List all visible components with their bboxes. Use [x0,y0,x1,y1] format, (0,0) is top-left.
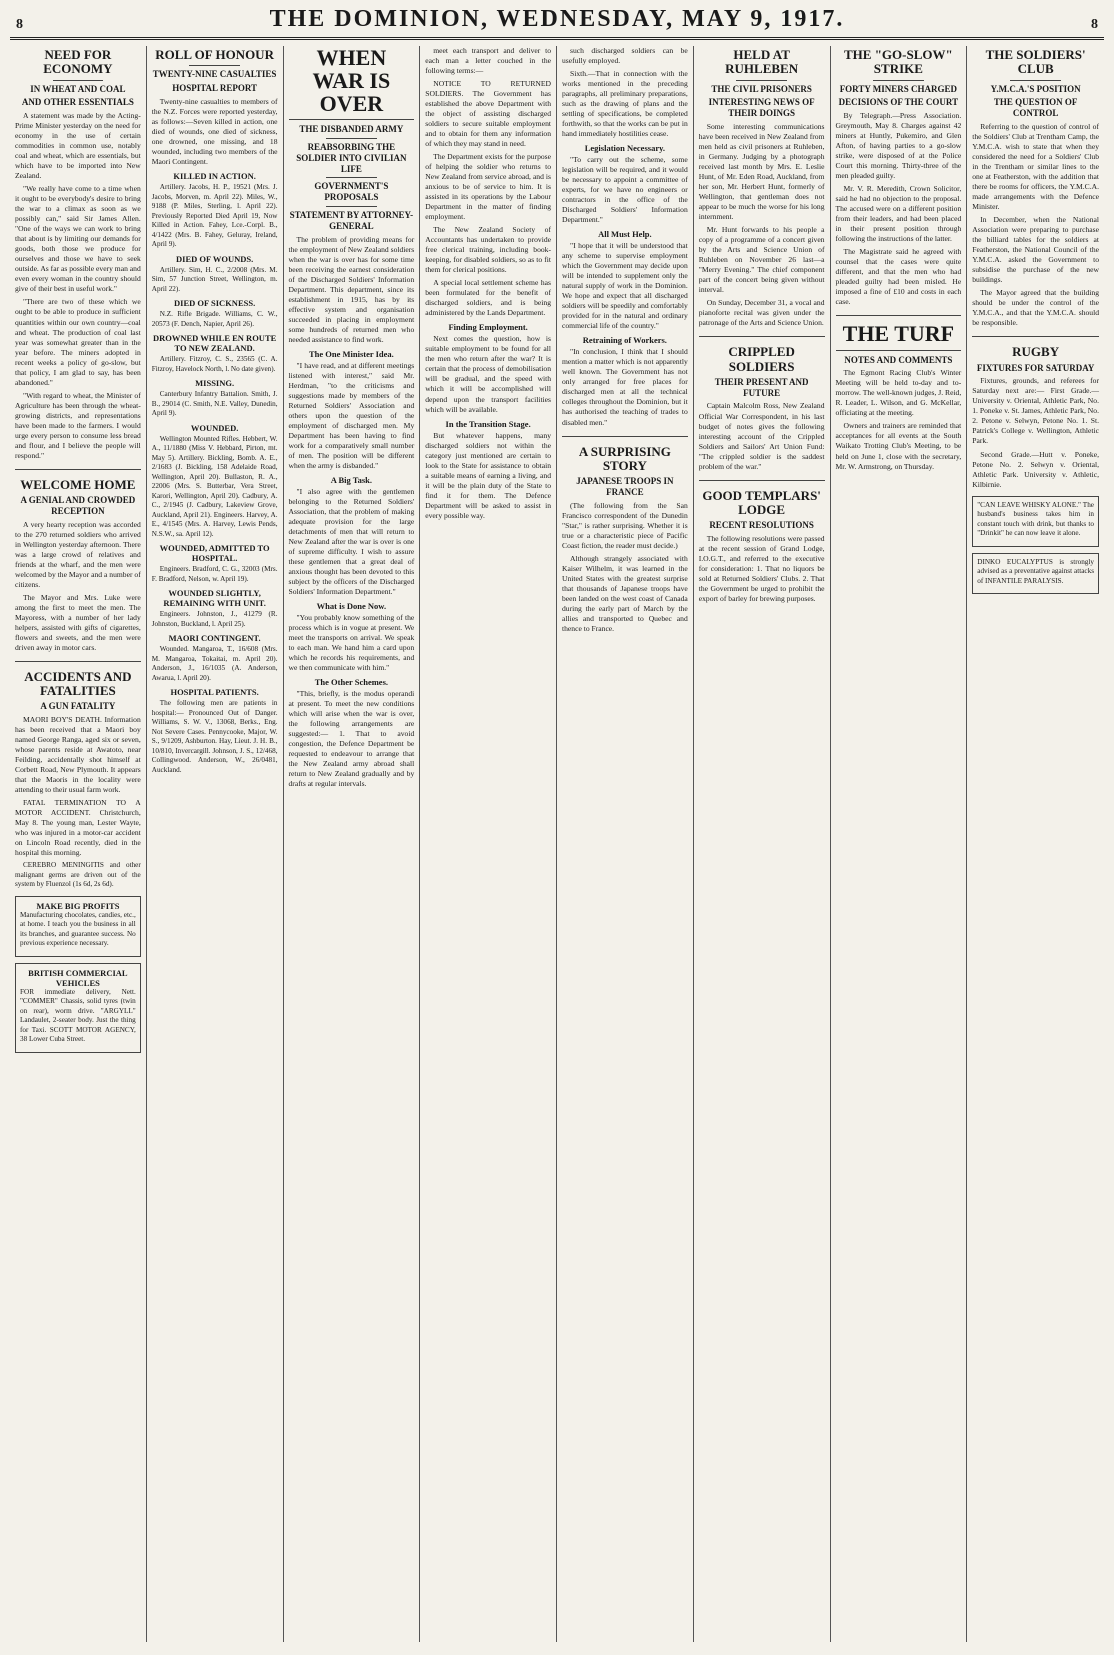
headline: NEED FOR ECONOMY [43,47,113,77]
section-heading: MISSING. [195,378,235,388]
paragraph: The Department exists for the purpose of helping the soldier who returns to New Zealand from service abroad, and is anxious to be of service to him. It is assisted in its operations by the Labour Department in the matter of finding employment. [425,152,551,222]
paragraph: A statement was made by the Acting-Prime Minister yesterday on the need for economy in the use of certain commodities in common use, notably coal and wheat, which are essentials, but which have to be imported into New Zealand. [15,111,141,181]
subheadline: FORTY MINERS CHARGED [839,83,958,94]
newspaper-title: THE DOMINION, WEDNESDAY, MAY 9, 1917. [269,6,845,32]
headline: GOOD TEMPLARS' LODGE [702,487,821,517]
divider [326,177,376,178]
subheadline: NOTES AND COMMENTS [844,354,953,365]
paragraph: The Mayor agreed that the building should be under the control of the Y.M.C.A., and that the Y.M.C.A. should be responsible. [972,288,1099,328]
divider [736,80,786,81]
article-accidents [15,661,141,1053]
divider [326,206,376,207]
divider [53,80,103,81]
column-2 [147,46,284,1642]
paragraph: "I have read, and at different meetings listened with interest," said Mr. Herdman, "to the criticisms and suggestions made by members of the Returned Soldiers' Association and others upon the question of the employment of discharged men. My Department has been having to find work for a comparatively small number of men. The position will be different when the army is disbanded." [288,360,415,470]
paragraph: "To carry out the scheme, some legislation will be required, and it would be necessary to appoint a committee of experts, for we have no engineers or contractors in the office of the Discharged Soldiers' Information Department." [562,155,688,225]
paragraph: In December, when the National Association were preparing to purchase the billiard tables for the soldiers at Featherston, the National Council of the Y.M.C.A. asked the Government to subsidise the purchase of the new buildings. [972,215,1099,285]
subheadline: FIXTURES FOR SATURDAY [976,362,1095,373]
column-3 [284,46,421,1642]
subheadline: RECENT RESOLUTIONS [709,520,814,531]
paragraph: Engineers. Johnston, J., 41279 (R. Johnston, Buckland, l. April 25). [151,610,278,628]
article-need-for-economy [15,48,141,461]
article-held-at-ruhleben [699,48,825,328]
subheadline: JAPANESE TROOPS IN FRANCE [576,476,674,497]
paragraph: Fixtures, grounds, and referees for Saturday next are:— First Grade.—University v. Oriental, Athletic Park, No. 1. Poneke v. St. James, Athletic Park, No. 2. Petone v. Selwyn, Petone No. 1. St. Patrick's College v. Wellington, Athletic Park. [972,376,1099,446]
subheadline: THE DISBANDED ARMY [299,124,404,135]
paragraph: Captain Malcolm Ross, New Zealand Official War Correspondent, in his last budget of notes gives the following interesting account of the Crippled Soldiers and Sailors' Art Union Fund: "The crippled soldier is the saddest problem of the war." [698,401,825,471]
paragraph: Referring to the question of control of the Soldiers' Club at Trentham Camp, the Y.M.C.A. wish to state that when they considered the need for a Soldiers' Club in the Trentham or similar lines to the one at Featherston, with the addition that there be rooms for officers, the Y.M.C.A. made arrangements with the Defence Minister. [972,121,1099,212]
subheadline: A GENIAL AND CROWDED RECEPTION [20,495,136,516]
paragraph: "There are two of these which we ought to be able to produce in sufficient quantities within our own country—coal and wheat. The production of coal last year was somewhat greater than in the year before. The miners adopted in recent weeks a policy of go-slow, but that policy, I am glad to say, has been abandoned." [15,297,141,387]
subheadline: STATEMENT BY ATTORNEY-GENERAL [289,210,414,231]
article-welcome-home [15,469,141,653]
section-heading: WOUNDED SLIGHTLY, REMAINING WITH UNIT. [163,588,266,608]
paragraph: CEREBRO MENINGITIS and other malignant germs are driven out of the system by Fluenzol (1s 6d, 2s 6d). [15,861,141,889]
paragraph: Although strangely associated with Kaiser Wilhelm, it was learned in the United States with the greatest surprise that thousands of Japanese troops have been landed on the west coast of Canada during the early part of March by the allies and transported to Quebec and thence to France. [562,553,688,633]
subheadline: THEIR PRESENT AND FUTURE [714,376,809,398]
paragraph: Owners and trainers are reminded that acceptances for all events at the South Waikato Trotting Club's Meeting, to be held on June 1, close with the secretary, Mr. W. Armstrong, on Thursday. [835,421,962,471]
paragraph: Artillery. Sim, H. C., 2/2008 (Mrs. M. Sim, 57 Junction Street, Wellington, m. April 22). [151,265,278,293]
paragraph: (The following from the San Francisco correspondent of the Dunedin "Star," is rather surprising. Whether it is true or a characteristic piece of Pacific Coast fiction, the reader must decide.) [562,500,688,550]
headline: A SURPRISING STORY [578,443,671,473]
ad-text: "CAN LEAVE WHISKY ALONE." The husband's business takes him in constant touch with drink, but thanks to "Drinkit" he can now leave it alone. [977,500,1094,538]
paragraph: NOTICE TO RETURNED SOLDIERS. The Government has established the above Department with the object of assisting discharged soldiers to secure suitable employment and to obtain for them any information of which they may stand in need. [425,79,551,149]
section-heading: DROWNED WHILE EN ROUTE TO NEW ZEALAND. [152,333,277,353]
section-heading: Finding Employment. [448,322,528,333]
paragraph: Second Grade.—Hutt v. Poneke, Petone No. 2. Selwyn v. Oriental, Athletic Park. University v. Athletic, Kilbirnie. [972,449,1099,489]
ad-title: BRITISH COMMERCIAL VEHICLES [28,967,128,988]
paragraph: "I also agree with the gentlemen belonging to the Returned Soldiers' Association, that the problem of making adequate provision for the large detachments of men that will return to New Zealand after the war is over is one of supreme difficulty. I wish to assure these gentlemen that a great deal of anxious thought has been devoted to this subject by the officers of the Discharged Soldiers' Information Department." [288,487,415,597]
article-soldiers-club [972,48,1099,328]
subheadline: DECISIONS OF THE COURT [838,97,959,108]
paragraph: such discharged soldiers can be usefully employed. [562,46,688,66]
masthead [10,6,1104,40]
article-crippled-soldiers [699,336,825,471]
advertisement-dinko [972,553,1099,595]
article-war-continued [425,46,551,521]
column-7 [831,46,968,1642]
ad-text: DINKO EUCALYPTUS is strongly advised as a preventative against attacks of INFANTILE PARALYSIS. [977,557,1094,585]
subheadline: INTERESTING NEWS OF THEIR DOINGS [708,97,815,119]
article-war-continued-2 [562,46,688,428]
paragraph: Canterbury Infantry Battalion. Smith, J. B., 29014 (C. Smith, N.E. Valley, Dunedin, April 9). [151,390,278,417]
advertisement-big-profits [15,896,141,957]
paragraph: Mr. Hunt forwards to his people a copy of a programme of a concert given by the Arts and Science Union of Ruhleben on November 26 last—a "Merry Evening." The chief component part of the concert being given without interval. [698,225,825,295]
article-rugby [972,336,1099,594]
article-surprising-story [562,436,688,634]
paragraph: Engineers. Bradford, C. G., 32003 (Mrs. F. Bradford, Nelson, w. April 19). [151,565,278,583]
paragraph: Wellington Mounted Rifles. Hebbert, W. A., 11/1880 (Miss V. Hebbard, Pirton, mt. May 5). Artillery. Bickling, Bomb. A. E., 2/1683 (J. Bickling, 158 Adelaide Road, Wellington, April 20). Bullaston, R. A., 22006 (Mrs. S. Butterbar, Vera Street, Karori, Wellington, April 20). Cadbury, A. C., 2/1945 (J. Cadbury, Lakeview Grove, Auckland, April 21). Engineers. Harvey, A. E., 4/1545 (Mrs. A. Harvey, Lewis Pends, N.S.W., sa. April 12). [151,434,278,538]
divider [873,80,923,81]
column-4 [420,46,557,1642]
paragraph: "You probably know something of the process which is in vogue at present. We meet the transports on arrival. We speak to each man. We hand him a card upon which he records his requirements, and we then communicate with him." [288,613,415,673]
column-5 [557,46,694,1642]
paragraph: "With regard to wheat, the Minister of Agriculture has been through the wheat-growing districts, and representations have been made to the farmers. I would urge every person to consume less bread and flour, and I believe the people will respond." [15,390,141,460]
paragraph: The following resolutions were passed at the recent session of Grand Lodge, I.O.G.T., and referred to the executive for consideration: 1. That no liquors be sold at Returned Soldiers' Clubs. 2. That the Government be urged to prohibit the export of barley for brewing purposes. [698,533,825,604]
subheadline: THE CIVIL PRISONERS [711,83,812,94]
subheadline: THE QUESTION OF CONTROL [993,97,1078,119]
section-heading: WOUNDED, ADMITTED TO HOSPITAL. [159,543,270,563]
news-columns [10,46,1104,1642]
headline: WHEN WAR IS OVER [289,46,415,120]
advertisement-whisky [972,496,1099,547]
section-heading: The Other Schemes. [314,677,389,688]
column-8 [967,46,1104,1642]
page-number-right: 8 [1090,17,1098,32]
column-6 [694,46,831,1642]
section-heading: All Must Help. [598,229,652,240]
headline: THE TURF [836,322,962,350]
paragraph: "In conclusion, I think that I should mention a matter which is not apparently well known. The Government has not only arranged for free places for discharged men at all the technical colleges throughout the Dominion, but it has authorised the teaching of trades to disabled men." [562,347,688,427]
ad-text: FOR immediate delivery, Nett. "COMMER" Chassis, solid tyres (twin on rear), worm drive. "ARGYLL" Landaulet, 2-seater body. Just the thing for Taxi. SCOTT MOTOR AGENCY, 38 Lower Cuba Street. [20,987,136,1044]
column-1 [10,46,147,1642]
paragraph: Some interesting communications have been received in New Zealand from men held as civil prisoners at Ruhleben, in Germany. Judging by a photograph received last month by Mrs. E. Leslie Hunt, of Mr. Eden Road, Auckland, from her son, Mr. Herbert Hunt, formerly of Wellington, that gentleman does not appear to be much the worse for his long internment. [698,121,825,222]
paragraph: Artillery. Jacobs, H. P., 19521 (Mrs. J. Jacobs, Morven, m. April 22). Miles, W., 9188 (P. Miles, Sterling, l. April 22). Previously Reported Died April 19, Now Killed in Action. Fahey, Lce.-Corpl. B., 4/1422 (Mrs. B. Fahey, Geluray, Ireland, April 9). [151,183,278,248]
subheadline: TWENTY-NINE CASUALTIES [152,69,277,80]
section-heading: MAORI CONTINGENT. [168,633,261,643]
section-heading: What is Done Now. [316,601,387,612]
headline: ACCIDENTS AND FATALITIES [24,668,132,699]
paragraph: A very hearty reception was accorded to the 270 returned soldiers who arrived in Wellington yesterday afternoon. There was a large crowd of relatives and friends at the wharf, and the men were welcomed by the Mayor and a number of citizens. [15,519,141,589]
paragraph: The problem of providing means for the employment of New Zealand soldiers when the war is over has for some time been receiving the earnest consideration of the Discharged Soldiers' Information Department. This department, since its establishment in 1915, has by its effective system and organisation succeeded in placing in employment some hundreds of returned men who needed assistance to find work. [288,234,415,344]
ad-title: MAKE BIG PROFITS [36,900,120,911]
paragraph: The Magistrate said he agreed with counsel that the cases were quite different, and that the men who had pleaded guilty had been misled. He imposed a fine of £10 and costs in each case. [835,247,962,307]
paragraph: The New Zealand Society of Accountants has undertaken to provide free clerical training, including book-keeping, for disabled soldiers, so as to fit them for clerical positions. [425,225,551,275]
paragraph: Sixth.—That in connection with the works mentioned in the preceding paragraphs, all preliminary preparations, such as the drawing of plans and the settling of specifications, be completed forthwith, so that the works can be put in hand immediately hostilities cease. [562,69,688,139]
headline: THE SOLDIERS' CLUB [985,47,1086,77]
paragraph: Next comes the question, how is suitable employment to be found for all the men who return after the war? It is certain that the process of demobilisation will be gradual, and the speed with which it will be accomplished will depend upon the transport facilities which will be available. [425,334,551,414]
paragraph: MAORI BOY'S DEATH. Information has been received that a Maori boy named George Ranga, aged six or seven, whose parents reside at Awatoto, near Feilding, accidentally shot himself at Corbett Road, New Plymouth. It appears that the Maoris in the locality were attending to their usual farm work. [15,715,141,795]
subheadline: GOVERNMENT'S PROPOSALS [314,181,389,203]
subheadline: A GUN FATALITY [40,701,116,712]
advertisement-commercial-vehicles [15,963,141,1053]
headline: ROLL OF HONOUR [155,47,274,62]
paragraph: Twenty-nine casualties to members of the N.Z. Forces were reported yesterday, as follows:—Seven killed in action, one died of wounds, one died of sickness, one drowned, one missing, and 18 wounded, including two members of the Maori Contingent. [151,96,278,166]
paragraph: "I hope that it will be understood that any scheme to supervise employment which the Government may decide upon will be intended to supplement only the natural supply of work in the Dominion. We hope and expect that all discharged soldiers will be speedily and comfortably provided for in the natural and ordinary commercial life of the country." [562,241,688,331]
article-the-turf [836,315,962,471]
section-heading: HOSPITAL PATIENTS. [170,687,259,697]
subheadline: Y.M.C.A.'S POSITION [990,83,1081,94]
subheadline: REABSORBING THE SOLDIER INTO CIVILIAN LIFE [296,142,407,174]
divider [189,65,239,66]
paragraph: N.Z. Rifle Brigade. Williams, C. W., 20573 (F. Dench, Napier, April 26). [151,310,278,328]
article-roll-of-honour [152,48,278,775]
section-heading: A Big Task. [330,475,373,485]
paragraph: Artillery. Fitzroy, C. S., 23565 (C. A. Fitzroy, Havelock North, l. No date given). [151,355,278,373]
paragraph: FATAL TERMINATION TO A MOTOR ACCIDENT. Christchurch, May 8. The young man, Lester Wayte, who was injured in a motor-car accident on Lincoln Road recently, died in the hospital this morning. [15,798,141,858]
article-when-war-is-over [289,46,415,789]
section-heading: The One Minister Idea. [308,348,394,359]
paragraph: The following men are patients in hospital:— Pronounced Out of Danger. Williams, S. W. V., 13068, Berks., Eng. Not Severe Cases. Pennycooke, Major, W. S., 9/1209, Ashburton. Hay, Lieut. J. H. B., 10/810, Invercargill. Johnson, J. S., 12/468, Collingwood. Anderson, W., 26/0481, Auckland. [151,699,278,774]
paragraph: The Egmont Racing Club's Winter Meeting will be held to-day and to-morrow. The well-known judges, J. Reid, R. Leader, L. Wilson, and G. McKellar, officiating at the meeting. [835,368,962,418]
paragraph: The Mayor and Mrs. Luke were among the first to meet the men. The Mayoress, with a number of her lady helpers, assisted with gifts of cigarettes, flowers and sweets, and the men were driven away in motor cars. [15,592,141,652]
paragraph: Wounded. Mangaroa, T., 16/608 (Mrs. M. Mangaroa, Tokaitai, m. April 20). Anderson, J., 16/1035 (A. Anderson, Awarua, l. April 20). [151,645,278,682]
article-good-templars [699,480,825,605]
headline: THE "GO-SLOW" STRIKE [844,47,953,77]
paragraph: "This, briefly, is the modus operandi at present. To meet the new conditions which will arise when the war is over, the following arrangements are suggested:— 1. That to avoid congestion, the Defence Department be requested to endeavour to arrange that the New Zealand army abroad shall return to New Zealand gradually and by drafts at regular intervals. [288,689,415,789]
section-heading: DIED OF WOUNDS. [176,253,254,264]
paragraph: Mr. V. R. Meredith, Crown Solicitor, said he had no objection to the proposal. The accused were on a different position from their leaders, and had been placed in their present position through following the instructions of the latter. [835,184,962,244]
paragraph: But whatever happens, many discharged soldiers not within the category just mentioned are certain to look to the State for assistance to obtain a suitable means of earning a living, and it will be the plain duty of the State to find it for them. The Defence Department will be asked to assist in every possible way. [425,430,551,520]
divider [1010,80,1061,81]
section-heading: Legislation Necessary. [584,143,666,154]
headline: RUGBY [1012,344,1060,360]
paragraph: By Telegraph.—Press Association. Greymouth, May 8. Charges against 42 miners at Huntly, Pukemiro, and Glen Afton, of having parties to a go-slow strike, were disposed of at the Police Court this morning. Thirty-three of the men pleaded guilty. [835,111,962,181]
paragraph: meet each transport and deliver to each man a letter couched in the following terms:— [425,46,551,76]
subheadline: IN WHEAT AND COAL [30,83,126,94]
divider [326,138,376,139]
ad-text: Manufacturing chocolates, candies, etc., at home. I teach you the business in all its branches, and guarantee success. No previous experience necessary. [20,910,136,948]
section-heading: DIED OF SICKNESS. [174,298,256,308]
section-heading: Retraining of Workers. [582,335,667,346]
subheadline: HOSPITAL REPORT [172,83,258,94]
subheadline: AND OTHER ESSENTIALS [21,97,134,108]
section-heading: In the Transition Stage. [445,418,531,429]
paragraph: On Sunday, December 31, a vocal and pianoforte recital was given under the patronage of the Arts and Science Union. [698,298,825,328]
article-go-slow-strike [836,48,962,307]
paragraph: "We really have come to a time when it ought to be everybody's desire to bring the war to a climax as soon as we possibly can," said Sir James Allen. "One of the ways we can work to bring that about is by limiting our demands for goods, both those we produce for ourselves and those we have to seek outside. As far as possible every man and even every woman in the country should give of their best in useful work." [15,184,141,294]
section-heading: KILLED IN ACTION. [173,171,256,181]
headline: WELCOME HOME [20,476,136,492]
paragraph: A special local settlement scheme has been formulated for the benefit of discharged soldiers, and is being administered by the Lands Department. [425,278,551,318]
headline: HELD AT RUHLEBEN [725,47,799,77]
section-heading: WOUNDED. [190,422,239,433]
page-number-left: 8 [16,17,23,32]
headline: CRIPPLED SOLDIERS [728,344,795,374]
